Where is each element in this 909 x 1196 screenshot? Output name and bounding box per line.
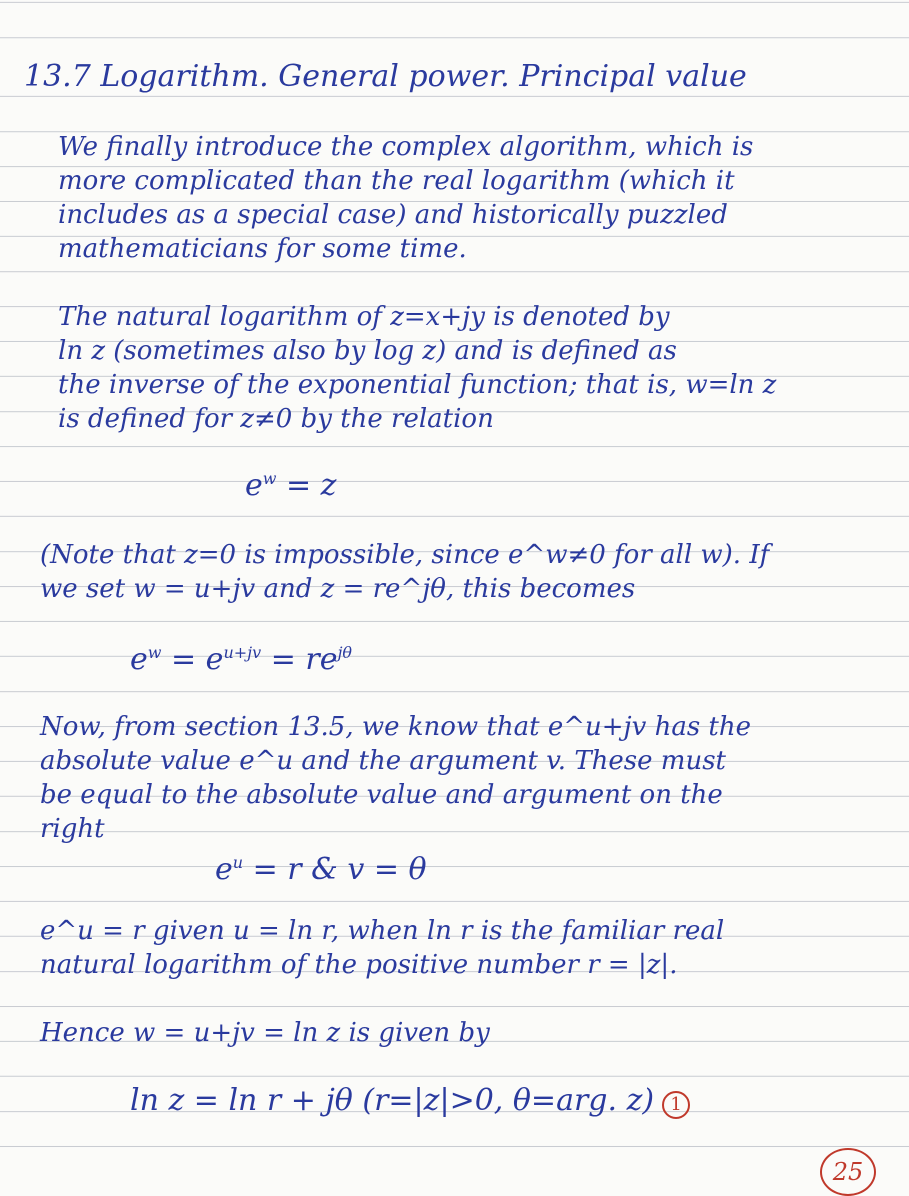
equation-3 — [0, 846, 909, 887]
paragraph1-line1: We finally introduce the complex algorithm, which is — [58, 132, 754, 162]
paragraph3-line4: right — [40, 814, 105, 844]
eq2-base2: = e — [161, 642, 224, 677]
paragraph1-line4: mathematicians for some time. — [58, 234, 467, 264]
equation-2 — [0, 636, 909, 677]
section-title: 13.7 Logarithm. General power. Principal value — [24, 59, 747, 94]
paragraph2-line3: the inverse of the exponential function; that is, w=ln z — [58, 370, 777, 400]
hence-line: Hence w = u+jv = ln z is given by — [40, 1018, 490, 1048]
paragraph3-line2: absolute value e^u and the argument v. These must — [40, 746, 726, 776]
note-line1: (Note that z=0 is impossible, since e^w≠0 for all w). If — [40, 540, 770, 570]
equation-number: 1 — [662, 1091, 690, 1119]
eq2-exp3: jθ — [337, 643, 353, 662]
eq2-base1: e — [130, 642, 148, 677]
paragraph2-line2: ln z (sometimes also by log z) and is defined as — [58, 336, 677, 366]
eq1-base: e — [245, 468, 263, 503]
paragraph2-line1: The natural logarithm of z=x+jy is denoted by — [58, 302, 670, 332]
equation-1 — [0, 462, 909, 503]
paragraph4-line2: natural logarithm of the positive number r = |z|. — [40, 950, 678, 980]
eq4-text: ln z = ln r + jθ (r=|z|>0, θ=arg. z) — [130, 1083, 655, 1118]
paragraph1-line2: more complicated than the real logarithm (which it — [58, 166, 735, 196]
eq3-base: e — [215, 852, 233, 887]
paragraph4-line1: e^u = r given u = ln r, when ln r is the familiar real — [40, 916, 725, 946]
note-line2: we set w = u+jv and z = re^jθ, this becomes — [40, 574, 636, 604]
eq3-rhs: = r & v = θ — [243, 852, 427, 887]
equation-4 — [0, 1084, 909, 1119]
eq2-exp2: u+jv — [223, 643, 262, 662]
paragraph3-line3: be equal to the absolute value and argument on the — [40, 780, 723, 810]
eq1-exponent: w — [262, 469, 277, 488]
eq1-rhs: = z — [276, 468, 337, 503]
paragraph1-line3: includes as a special case) and historically puzzled — [58, 200, 728, 230]
eq2-base3: = re — [261, 642, 338, 677]
page-number: 25 — [820, 1148, 876, 1196]
eq2-exp1: w — [147, 643, 162, 662]
paragraph2-line4: is defined for z≠0 by the relation — [58, 404, 494, 434]
eq3-exponent: u — [232, 853, 244, 872]
paragraph3-line1: Now, from section 13.5, we know that e^u+jv has the — [40, 712, 752, 742]
